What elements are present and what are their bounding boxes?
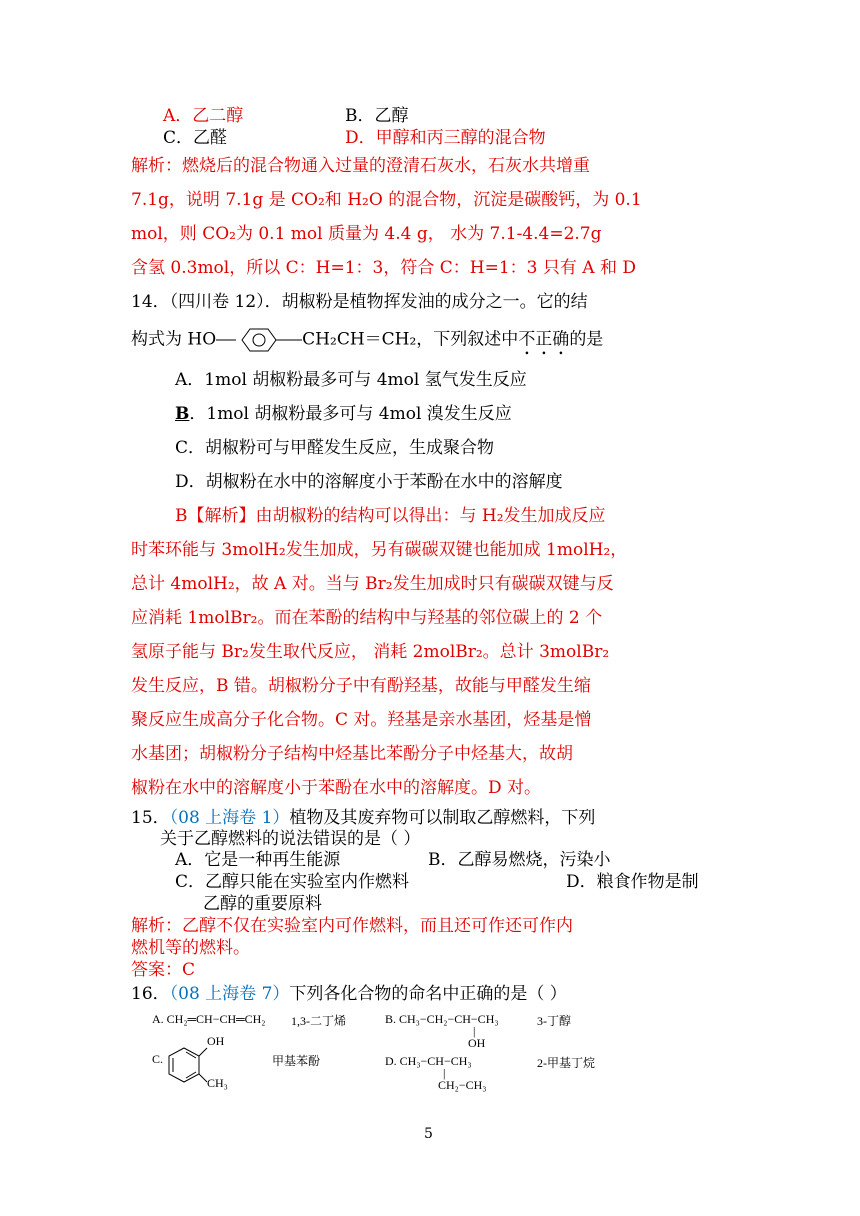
q15-option-b: B．乙醇易燃烧，污染小 xyxy=(428,850,611,870)
q13-option-a: A．乙二醇 xyxy=(163,106,244,126)
q15-analysis: 燃机等的燃料。 xyxy=(131,938,250,958)
q14-stem-emphasis: 不正确 xyxy=(518,329,570,350)
q16-option-b-oh: OH xyxy=(468,1036,486,1050)
q14-stem-chain: CH₂CH＝CH₂，下列叙述中 xyxy=(302,329,519,350)
q14-analysis-line: 水基团；胡椒粉分子结构中烃基比苯酚分子中烃基大，故胡 xyxy=(131,744,573,764)
q16-option-c-label: C. xyxy=(152,1052,164,1066)
q16-option-c-ch3: CH₃ xyxy=(207,1076,228,1090)
q14-analysis-line: 氢原子能与 Br₂发生取代反应， 消耗 2molBr₂。总计 3molBr₂ xyxy=(131,642,610,662)
q15-source: （08 上海卷 1） xyxy=(169,808,290,828)
q15-stem-line2: 关于乙醇燃料的说法错误的是（ ） xyxy=(160,829,421,849)
q16-option-c-oh: OH xyxy=(207,1034,225,1048)
q14-analysis-line: B【解析】由胡椒粉的结构可以得出：与 H₂发生加成反应 xyxy=(175,506,606,526)
q15-option-c: C．乙醇只能在实验室内作燃料 xyxy=(175,872,410,892)
q14-option-a: A．1mol 胡椒粉最多可与 4mol 氢气发生反应 xyxy=(175,370,527,390)
q14-stem-prefix: 构式为 HO xyxy=(131,329,217,350)
page-number: 5 xyxy=(424,1126,433,1142)
q16-option-a-name: 1,3-二丁烯 xyxy=(291,1014,346,1028)
q15-stem xyxy=(131,808,595,828)
q16-option-c-name: 甲基苯酚 xyxy=(272,1054,321,1068)
q14-stem-suffix: 的是 xyxy=(569,329,604,350)
q15-option-d-continued: 乙醇的重要原料 xyxy=(203,894,322,914)
q14-analysis-line: 总计 4molH₂，故 A 对。当与 Br₂发生加成时只有碳碳双键与反 xyxy=(131,574,614,594)
q16-stem xyxy=(131,984,567,1004)
q15-analysis: 解析：乙醇不仅在实验室内可作燃料，而且还可作还可作内 xyxy=(131,916,573,936)
q14-stem-structure-line xyxy=(131,326,603,360)
q16-option-b-branch: | xyxy=(473,1024,476,1038)
q15-stem-text: 植物及其废弃物可以制取乙醇燃料，下列 xyxy=(289,808,596,828)
q14-analysis-line: 应消耗 1molBr₂。而在苯酚的结构中与羟基的邻位碳上的 2 个 xyxy=(131,608,603,628)
q13-analysis-line: 含氢 0.3mol，所以 C：H=1：3，符合 C：H=1：3 只有 A 和 D xyxy=(131,258,636,278)
q16-option-a-formula: A. CH₂═CH−CH═CH₂ xyxy=(152,1012,266,1026)
q13-analysis-line: 解析：燃烧后的混合物通入过量的澄清石灰水，石灰水共增重 xyxy=(131,156,590,176)
q14-option-b-text: ．1mol 胡椒粉最多可与 4mol 溴发生反应 xyxy=(189,404,512,424)
q16-option-d-branch: | xyxy=(443,1066,446,1080)
q16-stem-text: 下列各化合物的命名中正确的是（ ） xyxy=(289,984,567,1004)
q14-analysis-line: 椒粉在水中的溶解度小于苯酚在水中的溶解度。D 对。 xyxy=(131,778,542,798)
q16-source: （08 上海卷 7） xyxy=(169,984,290,1004)
q13-option-b: B．乙醇 xyxy=(345,106,409,126)
q14-option-d: D．胡椒粉在水中的溶解度小于苯酚在水中的溶解度 xyxy=(175,472,563,492)
q15-option-d: D．粮食作物是制 xyxy=(566,872,699,892)
q14-analysis-line: 时苯环能与 3molH₂发生加成，另有碳碳双键也能加成 1molH₂， xyxy=(131,540,628,560)
q13-option-c: C．乙醛 xyxy=(163,128,228,148)
q14-analysis-line: 聚反应生成高分子化合物。C 对。羟基是亲水基团，烃基是憎 xyxy=(131,710,592,730)
q16-option-b-formula: B. CH₃−CH₂−CH−CH₃ xyxy=(385,1012,499,1026)
q15-answer: 答案：C xyxy=(131,960,196,980)
q13-option-d: D．甲醇和丙三醇的混合物 xyxy=(345,128,546,148)
q16-option-d-sub: CH₂−CH₃ xyxy=(438,1078,487,1092)
q14-option-c: C．胡椒粉可与甲醛发生反应，生成聚合物 xyxy=(175,438,495,458)
q14-analysis-line: 发生反应，B 错。胡椒粉分子中有酚羟基，故能与甲醛发生缩 xyxy=(131,676,591,696)
benzene-ring-icon xyxy=(216,326,302,354)
q14-stem: 14．（四川卷 12）．胡椒粉是植物挥发油的成分之一。它的结 xyxy=(131,292,588,312)
q13-analysis-line: mol，则 CO₂为 0.1 mol 质量为 4.4 g， 水为 7.1-4.4=2.7g xyxy=(131,224,602,244)
q15-number: 15． xyxy=(131,808,170,828)
q16-option-d-formula: D. CH₃−CH−CH₃ xyxy=(385,1054,472,1068)
q16-option-b-name: 3-丁醇 xyxy=(537,1014,571,1028)
q14-option-b xyxy=(175,404,512,424)
q16-option-d-name: 2-甲基丁烷 xyxy=(537,1056,595,1070)
q15-option-a: A．它是一种再生能源 xyxy=(175,850,341,870)
q16-number: 16． xyxy=(131,984,170,1004)
q13-analysis-line: 7.1g，说明 7.1g 是 CO₂和 H₂O 的混合物，沉淀是碳酸钙，为 0.1 xyxy=(131,190,642,210)
q14-option-b-letter: B xyxy=(175,404,190,424)
